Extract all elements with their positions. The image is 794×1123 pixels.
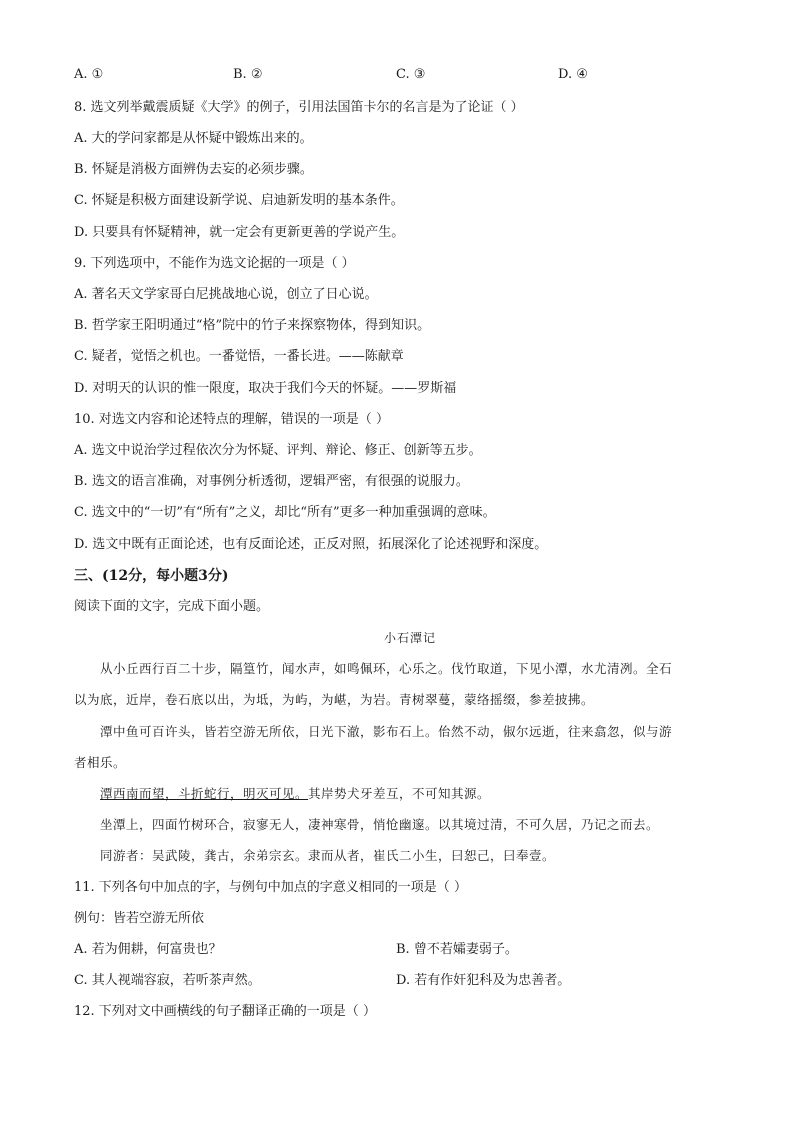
passage-underlined-sentence: 潭西南而望，斗折蛇行，明灭可见。 [100,786,309,801]
section-instruction: 阅读下面的文字，完成下面小题。 [74,599,270,614]
q11-option-a: A. 若为佣耕，何富贵也？ [74,942,222,957]
passage-p2-line1: 潭中鱼可百许头，皆若空游无所依，日光下澈，影布石上。佁然不动，俶尔远逝，往来翕忽，似与游 [100,724,673,739]
q7-option-c: C. ③ [396,67,426,82]
section-title: 三、(12分，每小题3分) [74,568,229,584]
q8-option-d: D. 只要具有怀疑精神，就一定会有更新更善的学说产生。 [74,225,405,240]
q10-option-a: A. 选文中说治学过程依次分为怀疑、评判、辩论、修正、创新等五步。 [74,443,482,458]
q11-option-d: D. 若有作奸犯科及为忠善者。 [396,973,571,988]
q11-option-b: B. 曾不若孀妻弱子。 [396,942,518,957]
passage-p3 [100,786,490,802]
q9-option-b: B. 哲学家王阳明通过“格”院中的竹子来探察物体，得到知识。 [74,318,431,333]
q9-option-c: C. 疑者，觉悟之机也。一番觉悟，一番长进。——陈献章 [74,349,404,364]
passage-p5: 同游者：吴武陵，龚古，余弟宗玄。隶而从者，崔氏二小生，曰恕己，曰奉壹。 [100,848,556,863]
passage-p1-line2: 以为底，近岸，卷石底以出，为坻，为屿，为嵁，为岩。青树翠蔓，蒙络摇缀，参差披拂。 [74,692,595,707]
q7-option-b: B. ② [233,67,263,82]
q10-option-d: D. 选文中既有正面论述，也有反面论述，正反对照，拓展深化了论述视野和深度。 [74,537,548,552]
q9-option-a: A. 著名天文学家哥白尼挑战地心说，创立了日心说。 [74,287,378,302]
q7-option-a: A. ① [74,67,104,82]
q9-stem: 9. 下列选项中，不能作为选文论据的一项是（ ） [74,256,355,271]
q8-stem: 8. 选文列举戴震质疑《大学》的例子，引用法国笛卡尔的名言是为了论证（ ） [74,100,524,115]
q10-option-c: C. 选文中的“一切”有“所有”之义，却比“所有”更多一种加重强调的意味。 [74,505,496,520]
q8-option-c: C. 怀疑是积极方面建设新学说、启迪新发明的基本条件。 [74,193,404,208]
q8-option-b: B. 怀疑是消极方面辨伪去妄的必须步骤。 [74,162,313,177]
q11-option-c: C. 其人视端容寂，若听茶声然。 [74,973,261,988]
q10-stem: 10. 对选文内容和论述特点的理解，错误的一项是（ ） [74,412,389,427]
q7-option-d: D. ④ [558,67,588,82]
passage-p3-rest: 其岸势犬牙差互，不可知其源。 [308,786,491,801]
passage-p4: 坐潭上，四面竹树环合，寂寥无人，凄神寒骨，悄怆幽邃。以其境过清，不可久居，乃记之而去。 [100,817,660,832]
q10-option-b: B. 选文的语言准确，对事例分析透彻，逻辑严密，有很强的说服力。 [74,474,469,489]
q11-stem: 11. 下列各句中加点的字，与例句中加点的字意义相同的一项是（ ） [74,880,467,895]
q11-example: 例句：皆若空游无所依 [74,911,205,926]
q8-option-a: A. 大的学问家都是从怀疑中锻炼出来的。 [74,131,313,146]
passage-p2-line2: 者相乐。 [74,755,127,770]
q12-stem: 12. 下列对文中画横线的句子翻译正确的一项是（ ） [74,1004,376,1019]
passage-title: 小石潭记 [384,631,437,645]
q9-option-d: D. 对明天的认识的惟一限度，取决于我们今天的怀疑。——罗斯福 [74,381,457,396]
passage-p1-line1: 从小丘西行百二十步，隔篁竹，闻水声，如鸣佩环，心乐之。伐竹取道，下见小潭，水尤清冽。全石 [100,661,673,676]
